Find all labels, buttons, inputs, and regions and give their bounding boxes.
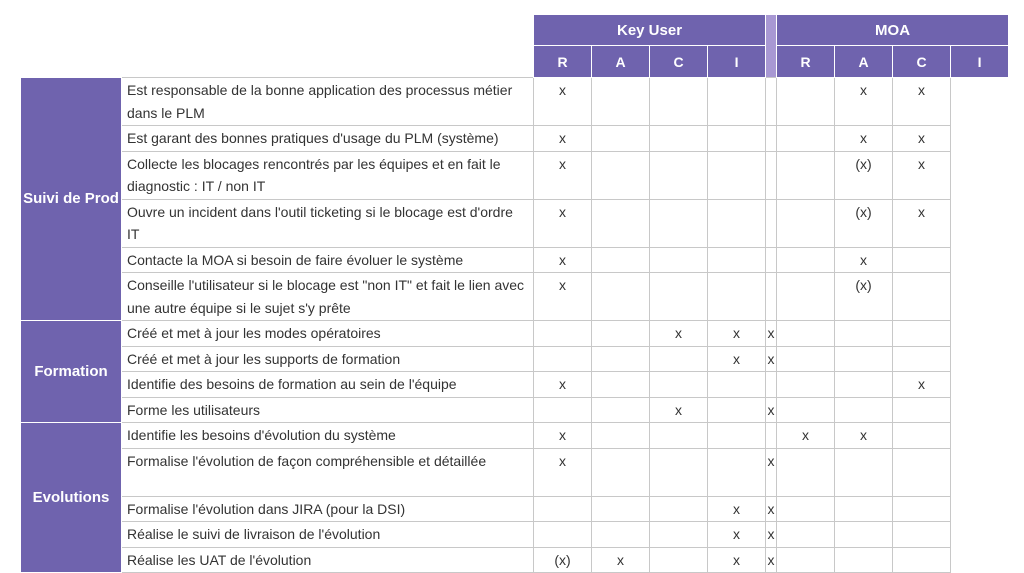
task-description: Ouvre un incident dans l'outil ticketing si le blocage est d'ordre IT bbox=[122, 199, 534, 247]
column-separator bbox=[766, 15, 777, 78]
moa-cell-c: x bbox=[835, 247, 893, 273]
moa-cell-r: x bbox=[766, 321, 777, 347]
key-user-cell-c bbox=[650, 78, 708, 126]
raci-body bbox=[21, 78, 1009, 573]
table-row bbox=[21, 547, 1009, 573]
key-user-cell-c bbox=[650, 199, 708, 247]
key-user-cell-r: x bbox=[534, 199, 592, 247]
table-row bbox=[21, 522, 1009, 548]
key-user-cell-i bbox=[708, 199, 766, 247]
key-user-cell-a bbox=[592, 496, 650, 522]
key-user-cell-a bbox=[592, 372, 650, 398]
key-user-cell-c bbox=[650, 273, 708, 321]
group-header-key-user: Key User bbox=[534, 15, 766, 46]
key-user-cell-c bbox=[650, 151, 708, 199]
moa-cell-c: (x) bbox=[835, 273, 893, 321]
moa-cell-a bbox=[777, 151, 835, 199]
table-row bbox=[21, 448, 1009, 496]
group-header-moa: MOA bbox=[777, 15, 1009, 46]
key-user-cell-i bbox=[708, 397, 766, 423]
moa-cell-a bbox=[777, 547, 835, 573]
section-label: Suivi de Prod bbox=[21, 78, 122, 321]
moa-cell-i bbox=[893, 247, 951, 273]
key-user-cell-c bbox=[650, 126, 708, 152]
table-row bbox=[21, 126, 1009, 152]
task-description: Conseille l'utilisateur si le blocage est "non IT" et fait le lien avec une autre équipe si le sujet s'y prête bbox=[122, 273, 534, 321]
moa-cell-c: x bbox=[835, 423, 893, 449]
key-user-cell-r: x bbox=[534, 448, 592, 496]
moa-cell-r bbox=[766, 423, 777, 449]
moa-cell-a bbox=[777, 126, 835, 152]
section-label: Formation bbox=[21, 321, 122, 423]
moa-cell-a bbox=[777, 372, 835, 398]
moa-cell-c bbox=[835, 346, 893, 372]
moa-cell-i: x bbox=[893, 151, 951, 199]
moa-col-a: A bbox=[835, 46, 893, 78]
task-description: Contacte la MOA si besoin de faire évoluer le système bbox=[122, 247, 534, 273]
key-user-cell-i bbox=[708, 151, 766, 199]
moa-cell-i: x bbox=[893, 78, 951, 126]
table-row bbox=[21, 346, 1009, 372]
task-description: Formalise l'évolution de façon compréhensible et détaillée bbox=[122, 448, 534, 496]
moa-col-r: R bbox=[777, 46, 835, 78]
key-user-col-a: A bbox=[592, 46, 650, 78]
header-blank bbox=[21, 15, 534, 46]
key-user-cell-i bbox=[708, 372, 766, 398]
moa-cell-a bbox=[777, 346, 835, 372]
moa-cell-a bbox=[777, 496, 835, 522]
moa-cell-i bbox=[893, 522, 951, 548]
key-user-cell-a bbox=[592, 78, 650, 126]
key-user-cell-a bbox=[592, 321, 650, 347]
moa-cell-c bbox=[835, 522, 893, 548]
task-description: Collecte les blocages rencontrés par les équipes et en fait le diagnostic : IT / non IT bbox=[122, 151, 534, 199]
moa-cell-a bbox=[777, 522, 835, 548]
moa-cell-a bbox=[777, 247, 835, 273]
moa-cell-r: x bbox=[766, 397, 777, 423]
task-description: Réalise les UAT de l'évolution bbox=[122, 547, 534, 573]
task-description: Identifie les besoins d'évolution du système bbox=[122, 423, 534, 449]
key-user-cell-r bbox=[534, 522, 592, 548]
moa-cell-i bbox=[893, 496, 951, 522]
task-description: Formalise l'évolution dans JIRA (pour la DSI) bbox=[122, 496, 534, 522]
moa-cell-r: x bbox=[766, 346, 777, 372]
key-user-cell-i bbox=[708, 247, 766, 273]
table-row bbox=[21, 496, 1009, 522]
key-user-cell-a bbox=[592, 151, 650, 199]
task-description: Identifie des besoins de formation au sein de l'équipe bbox=[122, 372, 534, 398]
moa-cell-r: x bbox=[766, 522, 777, 548]
task-description: Est garant des bonnes pratiques d'usage du PLM (système) bbox=[122, 126, 534, 152]
moa-cell-r bbox=[766, 126, 777, 152]
moa-col-i: I bbox=[951, 46, 1009, 78]
moa-cell-r: x bbox=[766, 448, 777, 496]
moa-cell-c bbox=[835, 372, 893, 398]
moa-cell-a: x bbox=[777, 423, 835, 449]
moa-cell-i bbox=[893, 547, 951, 573]
task-description: Forme les utilisateurs bbox=[122, 397, 534, 423]
key-user-cell-c bbox=[650, 522, 708, 548]
group-header-row bbox=[21, 15, 1009, 46]
task-description: Réalise le suivi de livraison de l'évolution bbox=[122, 522, 534, 548]
key-user-cell-i bbox=[708, 78, 766, 126]
moa-cell-i bbox=[893, 346, 951, 372]
key-user-cell-a bbox=[592, 522, 650, 548]
key-user-cell-a: x bbox=[592, 547, 650, 573]
key-user-cell-r: x bbox=[534, 273, 592, 321]
key-user-cell-i: x bbox=[708, 321, 766, 347]
table-row bbox=[21, 78, 1009, 126]
moa-cell-i bbox=[893, 397, 951, 423]
key-user-cell-c bbox=[650, 547, 708, 573]
moa-cell-c bbox=[835, 321, 893, 347]
moa-cell-r: x bbox=[766, 547, 777, 573]
task-description: Créé et met à jour les modes opératoires bbox=[122, 321, 534, 347]
table-row bbox=[21, 321, 1009, 347]
key-user-cell-r: x bbox=[534, 423, 592, 449]
key-user-col-c: C bbox=[650, 46, 708, 78]
moa-cell-r bbox=[766, 78, 777, 126]
key-user-cell-c: x bbox=[650, 321, 708, 347]
table-row bbox=[21, 247, 1009, 273]
moa-cell-c: (x) bbox=[835, 199, 893, 247]
moa-cell-i bbox=[893, 273, 951, 321]
key-user-cell-r: (x) bbox=[534, 547, 592, 573]
moa-cell-i bbox=[893, 321, 951, 347]
key-user-cell-r: x bbox=[534, 151, 592, 199]
moa-cell-a bbox=[777, 273, 835, 321]
moa-cell-i: x bbox=[893, 372, 951, 398]
key-user-cell-r: x bbox=[534, 247, 592, 273]
key-user-cell-c bbox=[650, 372, 708, 398]
key-user-cell-r bbox=[534, 397, 592, 423]
moa-cell-i bbox=[893, 448, 951, 496]
key-user-cell-c bbox=[650, 448, 708, 496]
section-label: Evolutions bbox=[21, 423, 122, 573]
key-user-cell-a bbox=[592, 346, 650, 372]
key-user-cell-r: x bbox=[534, 78, 592, 126]
key-user-cell-i bbox=[708, 126, 766, 152]
raci-table bbox=[20, 14, 1009, 573]
key-user-cell-c bbox=[650, 247, 708, 273]
key-user-cell-a bbox=[592, 247, 650, 273]
key-user-cell-a bbox=[592, 397, 650, 423]
moa-cell-r bbox=[766, 247, 777, 273]
moa-cell-r bbox=[766, 151, 777, 199]
key-user-cell-i bbox=[708, 423, 766, 449]
moa-cell-r bbox=[766, 273, 777, 321]
key-user-cell-i: x bbox=[708, 496, 766, 522]
moa-cell-i bbox=[893, 423, 951, 449]
key-user-cell-a bbox=[592, 423, 650, 449]
table-row bbox=[21, 423, 1009, 449]
moa-cell-i: x bbox=[893, 126, 951, 152]
moa-cell-c: x bbox=[835, 78, 893, 126]
key-user-cell-a bbox=[592, 273, 650, 321]
key-user-cell-r bbox=[534, 321, 592, 347]
key-user-cell-i bbox=[708, 273, 766, 321]
table-row bbox=[21, 273, 1009, 321]
moa-cell-c bbox=[835, 547, 893, 573]
moa-cell-c bbox=[835, 496, 893, 522]
key-user-col-i: I bbox=[708, 46, 766, 78]
key-user-cell-r: x bbox=[534, 126, 592, 152]
task-description: Créé et met à jour les supports de formation bbox=[122, 346, 534, 372]
key-user-cell-c bbox=[650, 496, 708, 522]
table-row bbox=[21, 397, 1009, 423]
key-user-cell-r: x bbox=[534, 372, 592, 398]
key-user-col-r: R bbox=[534, 46, 592, 78]
key-user-cell-i: x bbox=[708, 346, 766, 372]
moa-cell-i: x bbox=[893, 199, 951, 247]
moa-cell-c bbox=[835, 397, 893, 423]
key-user-cell-a bbox=[592, 199, 650, 247]
moa-cell-c: (x) bbox=[835, 151, 893, 199]
key-user-cell-r bbox=[534, 346, 592, 372]
moa-cell-a bbox=[777, 78, 835, 126]
key-user-cell-c bbox=[650, 423, 708, 449]
key-user-cell-i: x bbox=[708, 522, 766, 548]
key-user-cell-r bbox=[534, 496, 592, 522]
moa-cell-r: x bbox=[766, 496, 777, 522]
moa-cell-r bbox=[766, 199, 777, 247]
key-user-cell-c bbox=[650, 346, 708, 372]
moa-cell-a bbox=[777, 199, 835, 247]
table-row bbox=[21, 151, 1009, 199]
key-user-cell-c: x bbox=[650, 397, 708, 423]
moa-cell-a bbox=[777, 321, 835, 347]
moa-cell-a bbox=[777, 448, 835, 496]
moa-col-c: C bbox=[893, 46, 951, 78]
raci-header-row bbox=[21, 46, 1009, 78]
key-user-cell-i: x bbox=[708, 547, 766, 573]
key-user-cell-a bbox=[592, 448, 650, 496]
moa-cell-c bbox=[835, 448, 893, 496]
table-row bbox=[21, 199, 1009, 247]
table-row bbox=[21, 372, 1009, 398]
key-user-cell-a bbox=[592, 126, 650, 152]
moa-cell-c: x bbox=[835, 126, 893, 152]
moa-cell-r bbox=[766, 372, 777, 398]
moa-cell-a bbox=[777, 397, 835, 423]
key-user-cell-i bbox=[708, 448, 766, 496]
task-description: Est responsable de la bonne application des processus métier dans le PLM bbox=[122, 78, 534, 126]
